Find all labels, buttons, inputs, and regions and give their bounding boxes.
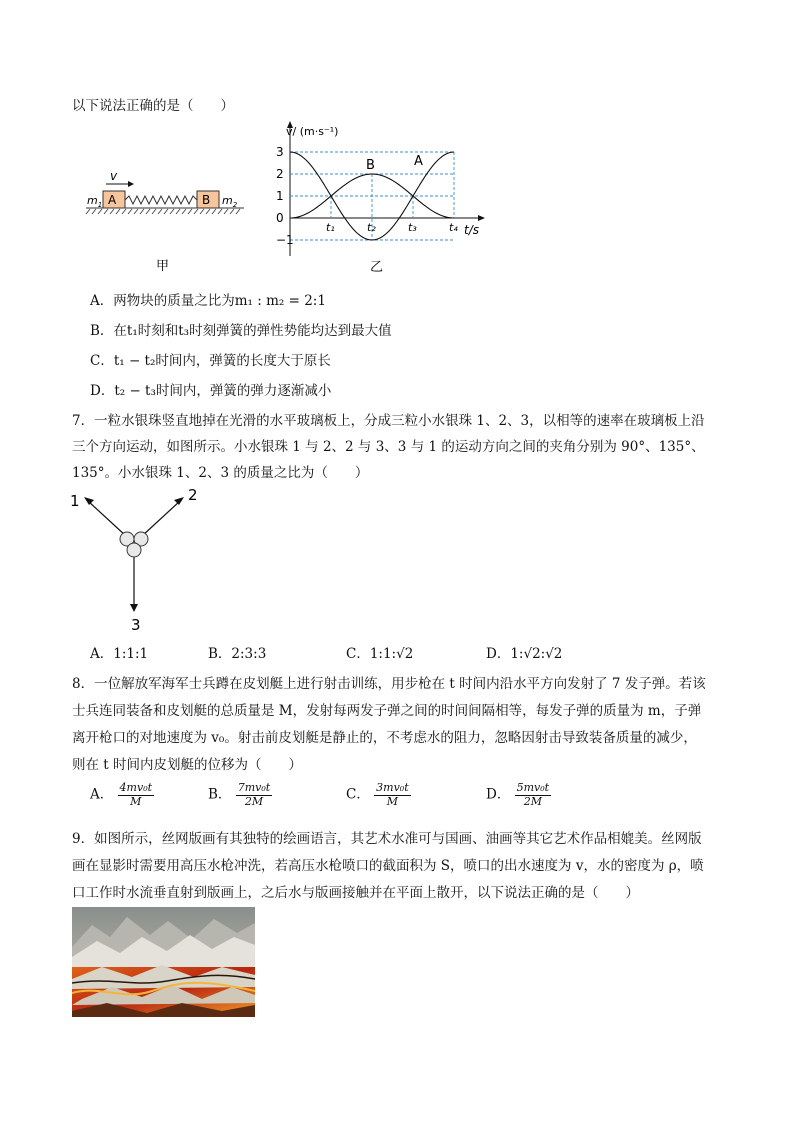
fraction-denominator: M [386,794,399,808]
fraction-denominator: 2M [523,794,542,808]
q8-option-c-fraction [374,782,410,808]
x-tick-label: t₃ [408,221,417,234]
velocity-arrowhead [128,181,134,187]
y-tick-label: 1 [276,189,284,203]
series-b-label: B [366,158,375,173]
block-a-label: A [108,193,117,207]
floor-hatch [86,209,240,214]
arrow-1 [88,501,126,536]
q8-option-d-fraction [515,782,551,808]
fraction-denominator: 2M [244,794,264,808]
screen-print-painting [72,907,255,1017]
q6-option-b: B．在t₁时刻和t₃时刻弹簧的弹性势能均达到最大值 [90,323,392,339]
drop-label-3: 3 [131,616,141,634]
q8-line-3: 离开枪口的对地速度为 v₀。射击前皮划艇是静止的，不考虑水的阻力，忽略因射击导致装备质量的减少， [72,730,697,746]
y-tick-label: 3 [276,145,284,159]
y-axis-label: v/ (m·s⁻¹) [286,125,339,138]
q9-line-2: 画在显影时需要用高压水枪冲洗，若高压水枪喷口的截面积为 S，喷口的出水速度为 v，水的密度为 ρ，喷 [72,858,704,874]
droplet [127,543,141,557]
caption-jia: 甲 [156,259,170,274]
q9-line-3: 口工作时水流垂直射到版画上，之后水与版画接触并在平面上散开，以下说法正确的是（ ） [72,885,639,901]
fraction-numerator: 7mv₀t [237,781,271,794]
q8-option-a-fraction [118,782,154,808]
q8-option-d [486,782,551,808]
q8-option-c [346,782,411,808]
q7-option-c: C．1:1:√2 [346,646,414,662]
q8-option-b [208,782,272,808]
figure-yi-vt-chart [268,118,498,278]
x-axis-arrowhead [478,215,485,221]
q7-line-3: 135°。小水银珠 1、2、3 的质量之比为（ ） [72,465,369,481]
figure-mercury-drops [64,486,214,636]
x-axis-label: t/s [464,223,479,237]
q7-option-d: D．1:√2:√2 [486,646,563,662]
y-tick-label: 0 [276,211,284,225]
q8-option-a-label: A． [90,786,114,803]
painting-image [72,907,255,1017]
fraction-numerator: 5mv₀t [516,781,550,794]
q8-line-1: 8．一位解放军海军士兵蹲在皮划艇上进行射击训练，用步枪在 t 时间内沿水平方向发射了 7 发子弹。若该 [72,676,706,692]
fraction-numerator: 4mv₀t [119,781,153,794]
q6-option-d: D．t₂ − t₃时间内，弹簧的弹力逐渐减小 [90,383,332,399]
block-b-label: B [202,193,211,207]
q8-option-a [90,782,154,808]
q8-line-4: 则在 t 时间内皮划艇的位移为（ ） [72,757,303,773]
y-tick-label: 2 [276,167,284,181]
drop-label-1: 1 [70,492,80,510]
q6-intro: 以下说法正确的是（ ） [72,98,234,114]
spring [125,196,197,204]
arrow-2 [142,501,180,536]
q7-line-1: 7．一粒水银珠竖直地掉在光滑的水平玻璃板上，分成三粒小水银珠 1、2、3，以相等的速率在玻璃板上沿 [72,413,705,429]
mass-label-m2: $m_2$ [222,194,238,209]
series-a-label: A [414,154,423,169]
q6-option-c: C．t₁ − t₂时间内，弹簧的长度大于原长 [90,353,331,369]
velocity-label: v [110,169,118,183]
arrowhead-2 [174,497,184,505]
x-tick-label: t₄ [449,221,458,234]
q7-line-2: 三个方向运动，如图所示。小水银珠 1 与 2、2 与 3、3 与 1 的运动方向之间的夹角分别为 90°、135°、 [72,439,705,455]
q6-option-a: A．两物块的质量之比为m₁ : m₂ = 2:1 [90,293,326,309]
figure-jia [84,166,250,276]
q7-option-a: A．1:1:1 [90,646,149,662]
q8-option-b-label: B． [208,786,232,803]
mass-label-m1: $m_1$ [87,194,103,209]
q7-option-b: B．2:3:3 [208,646,267,662]
fraction-denominator: M [130,794,142,808]
q9-line-1: 9．如图所示，丝网版画有其独特的绘画语言，其艺术水准可与国画、油画等其它艺术作品相媲美。丝网版 [72,831,702,847]
q8-option-d-label: D． [486,786,511,803]
q8-option-b-fraction [236,782,272,808]
caption-yi: 乙 [370,260,384,275]
arrowhead-3 [130,604,138,612]
fraction-numerator: 3mv₀t [376,781,409,794]
q8-option-c-label: C． [346,786,370,803]
drop-label-2: 2 [188,486,198,504]
arrowhead-1 [84,497,94,505]
y-tick-label: −1 [276,233,294,247]
x-tick-label: t₁ [326,221,335,234]
x-tick-label: t₂ [367,221,376,234]
q8-line-2: 士兵连同装备和皮划艇的总质量是 M，发射每两发子弹之间的时间间隔相等，每发子弹的质量为 m，子弹 [72,703,702,719]
